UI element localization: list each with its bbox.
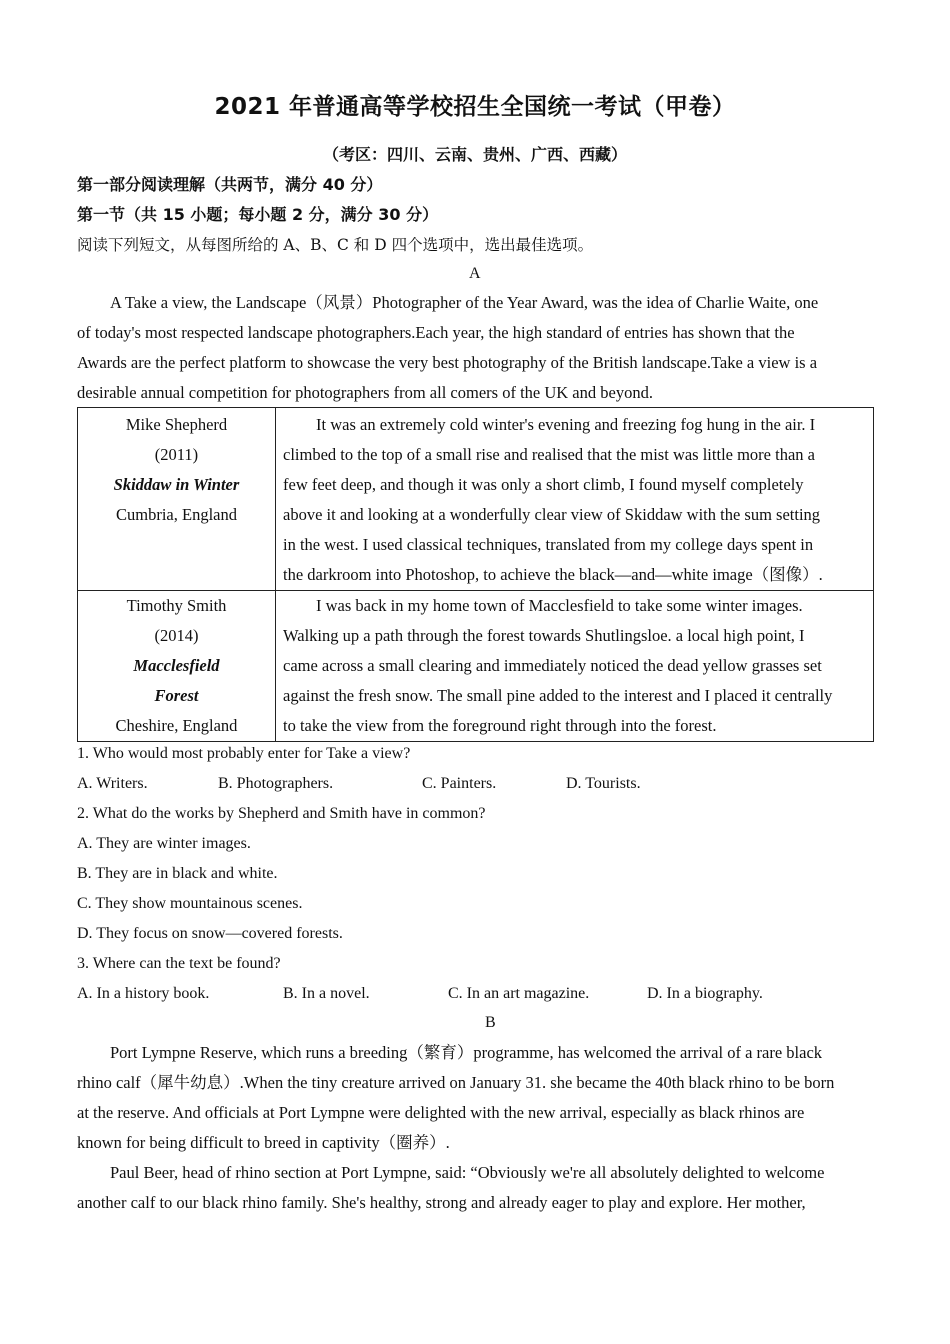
option-1d[interactable]: D. Tourists. (566, 775, 641, 792)
table-row (78, 591, 874, 742)
photo-location: Cumbria, England (116, 505, 237, 524)
entry-description-cell (276, 591, 874, 742)
question-1: 1. Who would most probably enter for Take a view? (77, 745, 411, 762)
description-line: I was back in my home town of Macclesfield to take some winter images. (316, 596, 803, 615)
option-2c[interactable]: C. They show mountainous scenes. (77, 895, 303, 912)
description-line: against the fresh snow. The small pine added to the interest and I placed it centrally (283, 686, 833, 705)
section-heading: 第一节（共 15 小题；每小题 2 分，满分 30 分） (77, 205, 439, 224)
description-line: Walking up a path through the forest towards Shutlingsloe. a local high point, I (283, 626, 805, 645)
entry-year: (2011) (154, 445, 199, 464)
passage-line: Awards are the perfect platform to showcase the very best photography of the British landscape.Take a view is a (77, 353, 818, 372)
table-row (78, 408, 874, 591)
description-line: above it and looking at a wonderfully clear view of Skiddaw with the sum setting (283, 505, 821, 524)
passage-a-intro (77, 288, 889, 408)
entry-year: (2014) (154, 626, 199, 645)
photo-title: Skiddaw in Winter (113, 475, 240, 494)
passage-line: of today's most respected landscape photographers.Each year, the high standard of entries has shown that the (77, 323, 795, 342)
option-3a[interactable]: A. In a history book. (77, 985, 210, 1002)
option-1b[interactable]: B. Photographers. (218, 775, 334, 792)
passage-b-label: B (485, 1014, 496, 1031)
passage-b-paragraph-2 (77, 1158, 889, 1218)
description-line: came across a small clearing and immediately noticed the dead yellow grasses set (283, 656, 822, 675)
photo-entries-table (77, 407, 874, 742)
entry-description-cell (276, 408, 874, 591)
option-2a[interactable]: A. They are winter images. (77, 835, 251, 852)
description-line: in the west. I used classical techniques, translated from my college days spent in (283, 535, 814, 554)
question-3: 3. Where can the text be found? (77, 955, 281, 972)
exam-title: 2021 年普通高等学校招生全国统一考试（甲卷） (214, 94, 736, 120)
photo-title: Forest (154, 686, 199, 705)
description-line: climbed to the top of a small rise and realised that the mist was little more than a (283, 445, 815, 464)
option-2d[interactable]: D. They focus on snow—covered forests. (77, 925, 343, 942)
entry-meta-cell (78, 591, 276, 742)
passage-line: A Take a view, the Landscape（风景）Photographer of the Year Award, was the idea of Charlie Waite, one (110, 293, 819, 312)
passage-line: known for being difficult to breed in captivity（圈养）. (77, 1133, 450, 1152)
photographer-name: Mike Shepherd (125, 415, 228, 434)
photo-title: Macclesfield (133, 656, 220, 675)
passage-line: Paul Beer, head of rhino section at Port Lympne, said: “Obviously we're all absolutely delighted to welcome (110, 1163, 825, 1182)
description-line: It was an extremely cold winter's evening and freezing fog hung in the air. I (316, 415, 816, 434)
photo-location: Cheshire, England (115, 716, 238, 735)
entry-meta-cell (78, 408, 276, 591)
passage-line: rhino calf（犀牛幼息）.When the tiny creature arrived on January 31. she became the 40th black rhino to be born (77, 1073, 835, 1092)
option-3d[interactable]: D. In a biography. (647, 985, 763, 1002)
passage-a-label: A (469, 265, 481, 282)
option-1c[interactable]: C. Painters. (422, 775, 497, 792)
passage-b-paragraph-1 (77, 1038, 889, 1158)
description-line: few feet deep, and though it was only a short climb, I found myself completely (283, 475, 804, 494)
question-2: 2. What do the works by Shepherd and Smith have in common? (77, 805, 486, 822)
description-line: the darkroom into Photoshop, to achieve the black—and—white image（图像）. (283, 565, 823, 584)
option-3b[interactable]: B. In a novel. (283, 985, 370, 1002)
passage-line: Port Lympne Reserve, which runs a breeding（繁育）programme, has welcomed the arrival of a rare black (110, 1043, 823, 1062)
passage-line: at the reserve. And officials at Port Lympne were delighted with the new arrival, especially as black rhinos are (77, 1103, 805, 1122)
exam-subtitle: （考区：四川、云南、贵州、广西、西藏） (322, 145, 627, 164)
photographer-name: Timothy Smith (126, 596, 227, 615)
passage-line: another calf to our black rhino family. She's healthy, strong and already eager to play and explore. Her mother, (77, 1193, 806, 1212)
option-3c[interactable]: C. In an art magazine. (448, 985, 590, 1002)
instruction-text: 阅读下列短文，从每图所给的 A、B、C 和 D 四个选项中，选出最佳选项。 (77, 236, 594, 254)
option-2b[interactable]: B. They are in black and white. (77, 865, 278, 882)
passage-line: desirable annual competition for photographers from all comers of the UK and beyond. (77, 383, 653, 402)
part-heading: 第一部分阅读理解（共两节，满分 40 分） (77, 175, 383, 194)
description-line: to take the view from the foreground right through into the forest. (283, 716, 717, 735)
option-1a[interactable]: A. Writers. (77, 775, 148, 792)
